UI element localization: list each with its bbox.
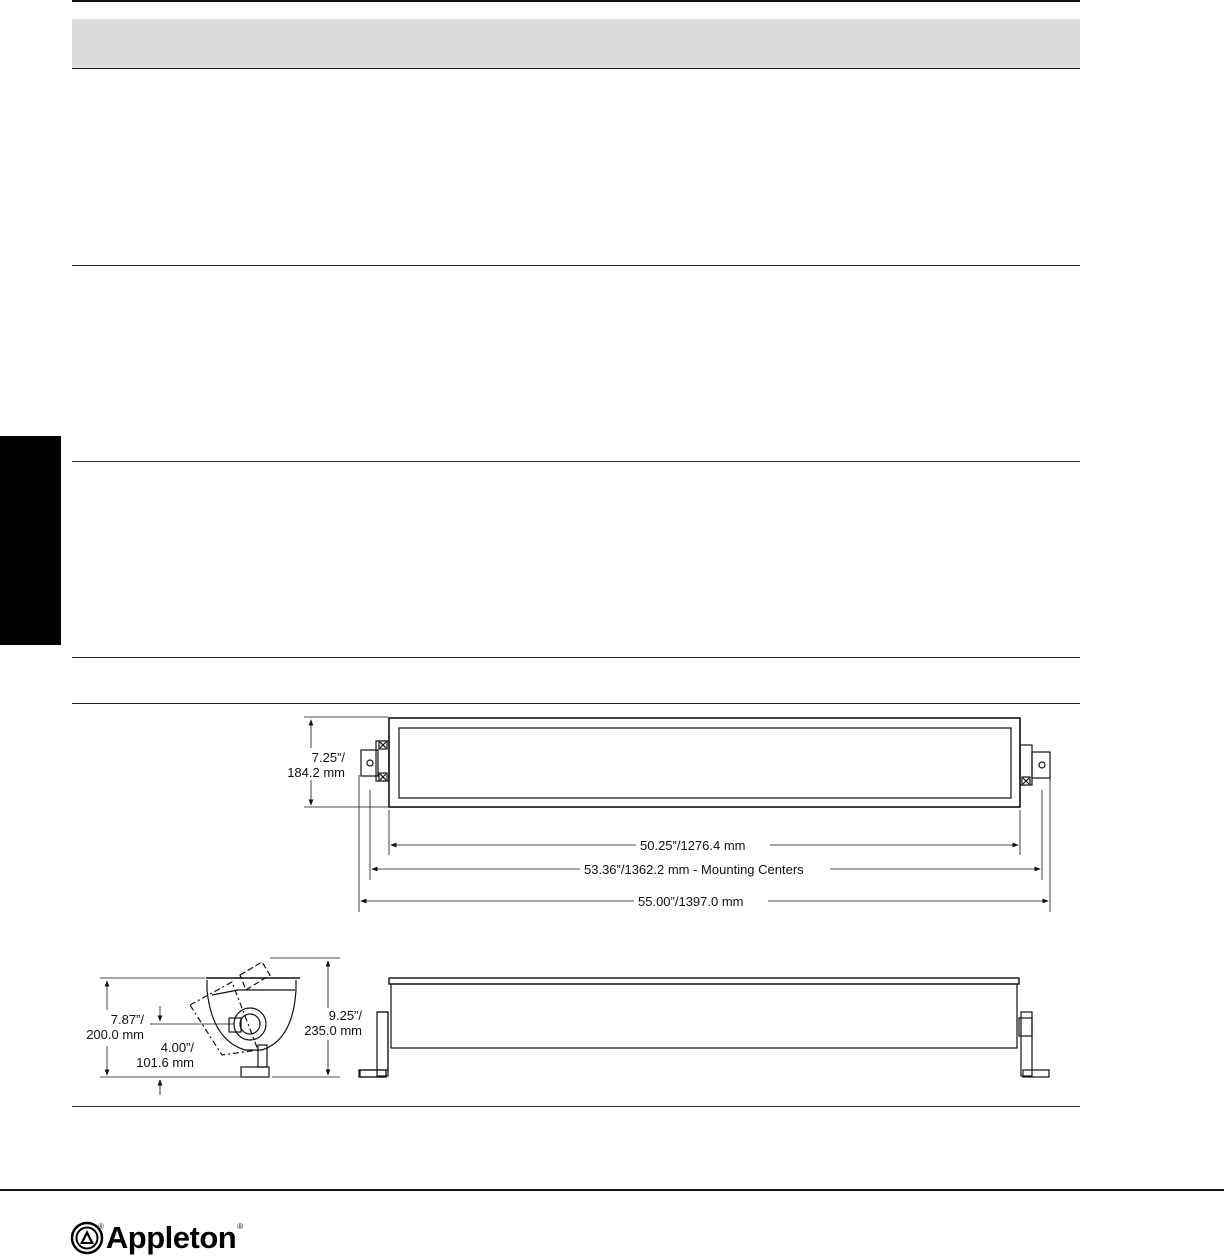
brand-name: Appleton <box>105 1220 237 1255</box>
logo-reg-mark-left: ® <box>98 1221 104 1231</box>
front-view-fixture <box>359 978 1049 1077</box>
end-view-fixture <box>190 962 300 1077</box>
mounting-centers-label: 53.36”/1362.2 mm - Mounting Centers <box>584 862 804 877</box>
total-height-label: 9.25”/ 235.0 mm <box>304 1008 362 1038</box>
overall-length-label: 55.00”/1397.0 mm <box>638 894 744 909</box>
top-height-label: 7.25”/ 184.2 mm <box>287 750 345 780</box>
logo-reg-mark: ® <box>237 1221 244 1231</box>
pivot-height-label: 4.00”/ 101.6 mm <box>136 1040 194 1070</box>
inner-length-label: 50.25”/1276.4 mm <box>640 838 746 853</box>
side-height-label: 7.87”/ 200.0 mm <box>86 1012 144 1042</box>
appleton-logo <box>70 1218 243 1258</box>
footer-rule <box>0 1189 1224 1191</box>
top-view-fixture <box>361 718 1050 807</box>
